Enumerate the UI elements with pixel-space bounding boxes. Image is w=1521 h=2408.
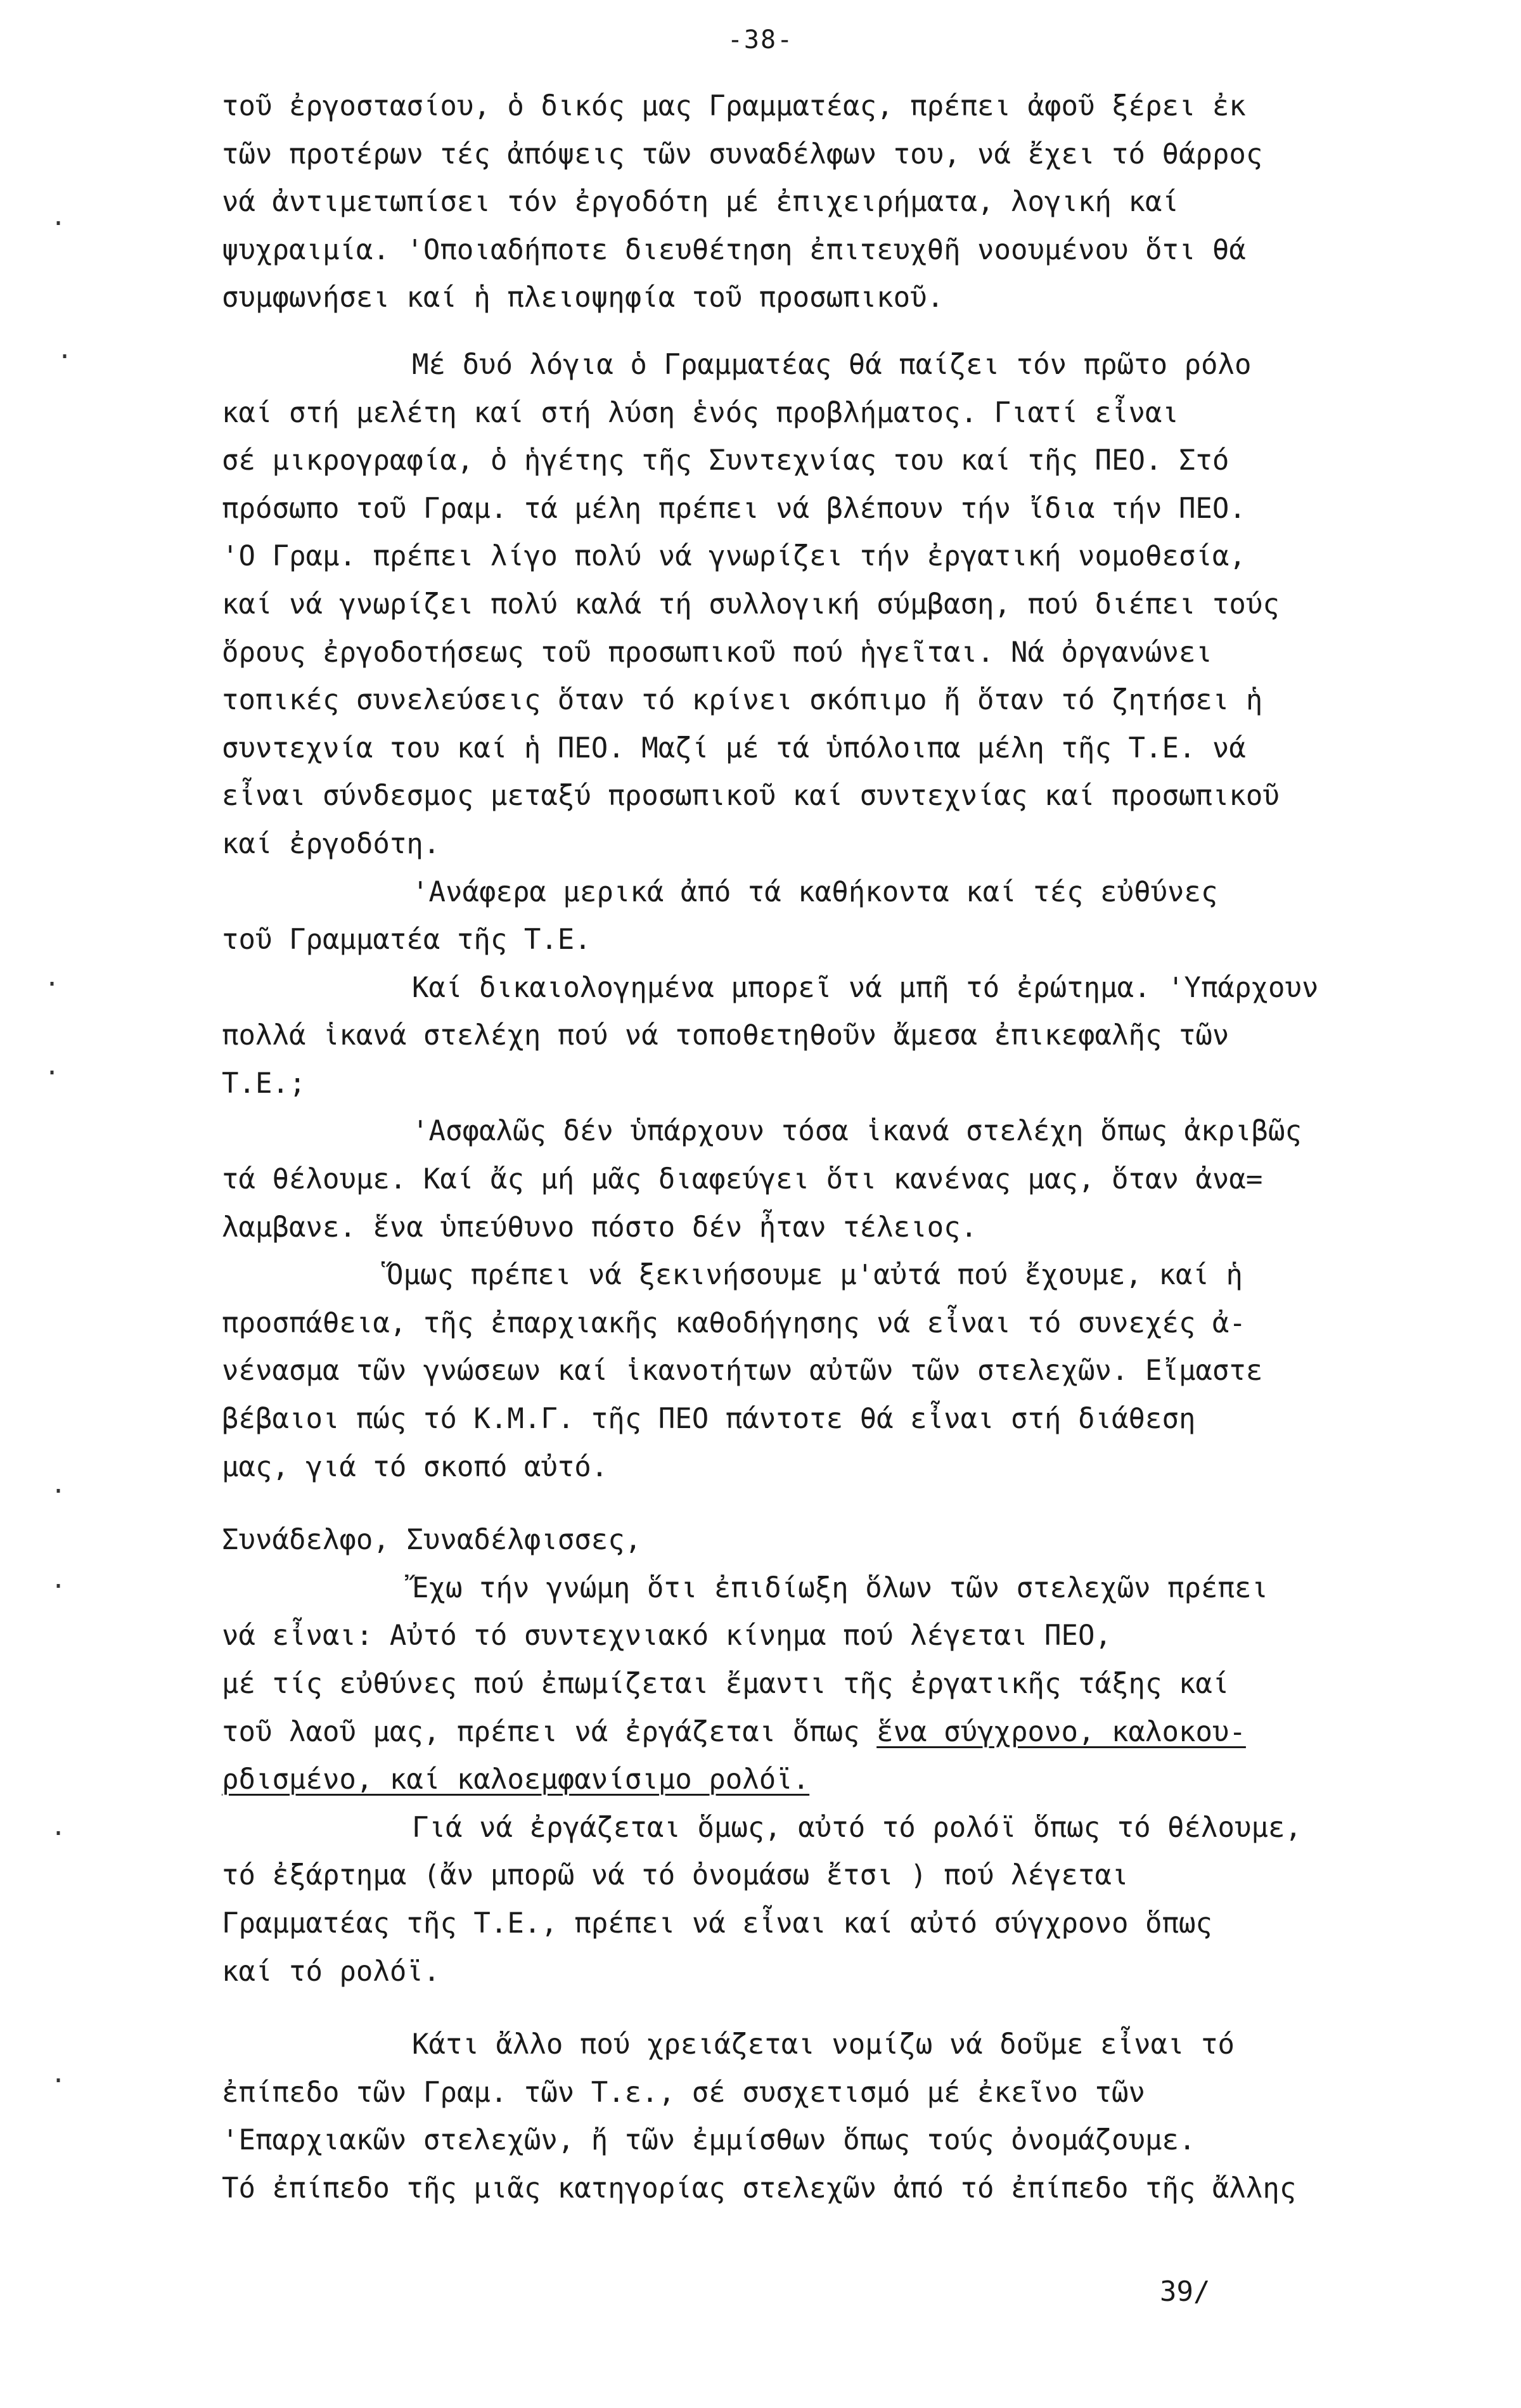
text-line: Τ.Ε.; [222, 1067, 306, 1100]
underlined-phrase: ἕνα σύγχρονο, καλοκου- [876, 1715, 1246, 1748]
text-line: νένασμα τῶν γνώσεων καί ἱκανοτήτων αὐτῶν τῶν στελεχῶν. Εἴμαστε [222, 1355, 1263, 1387]
paragraph-3 [222, 868, 1458, 964]
text-line: Γραμματέας τῆς Τ.Ε., πρέπει νά εἶναι καί αὐτό σύγχρονο ὅπως [222, 1907, 1212, 1940]
text-line: 'Επαρχιακῶν στελεχῶν, ἤ τῶν ἐμμίσθων ὅπως τούς ὀνομάζουμε. [222, 2124, 1196, 2157]
text-line: τό ἐξάρτημα (ἄν μπορῶ νά τό ὀνομάσω ἔτσι ) πού λέγεται [222, 1859, 1129, 1892]
text-line: συμφωνήσει καί ἡ πλειοψηφία τοῦ προσωπικοῦ. [222, 281, 944, 314]
text-line: ἐπίπεδο τῶν Γραμ. τῶν Τ.ε., σέ συσχετισμό μέ ἐκεῖνο τῶν [222, 2076, 1145, 2109]
text-line [222, 1756, 1458, 1804]
paragraph-4 [222, 964, 1458, 1108]
paragraph-1 [222, 82, 1458, 322]
text-line: σέ μικρογραφία, ὁ ἡγέτης τῆς Συντεχνίας του καί τῆς ΠΕΟ. Στό [222, 444, 1229, 477]
text-line: τά θέλουμε. Καί ἄς μή μᾶς διαφεύγει ὅτι κανένας μας, ὅταν ἀνα= [222, 1163, 1263, 1196]
text-line: Τό ἐπίπεδο τῆς μιᾶς κατηγορίας στελεχῶν ἀπό τό ἐπίπεδο τῆς ἄλλης [222, 2172, 1297, 2205]
text-line: εἶναι σύνδεσμος μεταξύ προσωπικοῦ καί συντεχνίας καί προσωπικοῦ [222, 780, 1280, 813]
margin-speck: · [44, 1059, 60, 1088]
text-line: μας, γιά τό σκοπό αὐτό. [222, 1450, 608, 1483]
text-line: 'Ο Γραμ. πρέπει λίγο πολύ νά γνωρίζει τήν ἐργατική νομοθεσία, [222, 540, 1246, 573]
text-line: τοῦ Γραμματέα τῆς Τ.Ε. [222, 924, 591, 956]
paragraph-7 [222, 1564, 1458, 1804]
text-line: τοπικές συνελεύσεις ὅταν τό κρίνει σκόπιμο ἤ ὅταν τό ζητήσει ἡ [222, 684, 1263, 717]
text-line: 'Ασφαλῶς δέν ὑπάρχουν τόσα ἱκανά στελέχη ὅπως ἀκριβῶς [412, 1115, 1302, 1148]
margin-speck: · [57, 342, 73, 371]
text-line: καί τό ρολόϊ. [222, 1955, 440, 1988]
paragraph-5 [222, 1107, 1458, 1251]
text-line: Κάτι ἄλλο πού χρειάζεται νομίζω νά δοῦμε εἶναι τό [412, 2028, 1235, 2061]
underlined-phrase: ρδισμένο, καί καλοεμφανίσιμο ρολόϊ. [222, 1763, 810, 1796]
margin-speck: · [51, 1819, 67, 1848]
text-line: συντεχνία του καί ἡ ΠΕΟ. Μαζί μέ τά ὑπόλοιπα μέλη τῆς Τ.Ε. νά [222, 731, 1246, 764]
text-line: Ἔχω τήν γνώμη ὅτι ἐπιδίωξη ὅλων τῶν στελεχῶν πρέπει [412, 1571, 1269, 1604]
text-line: πρόσωπο τοῦ Γραμ. τά μέλη πρέπει νά βλέπουν τήν ἴδια τήν ΠΕΟ. [222, 492, 1246, 525]
paragraph-9 [222, 2021, 1458, 2212]
text-line: τοῦ ἐργοστασίου, ὁ δικός μας Γραμματέας, πρέπει ἀφοῦ ξέρει ἐκ [222, 90, 1246, 122]
text-line: καί ἐργοδότη. [222, 827, 440, 860]
margin-speck: · [44, 970, 60, 999]
text-line [222, 1708, 1458, 1756]
paragraph-6 [222, 1251, 1458, 1491]
margin-speck: · [51, 1572, 67, 1601]
text-line: καί στή μελέτη καί στή λύση ἑνός προβλήματος. Γιατί εἶναι [222, 396, 1179, 429]
text-line: νά ἀντιμετωπίσει τόν ἐργοδότη μέ ἐπιχειρήματα, λογική καί [222, 186, 1179, 219]
continuation-marker: 39/ [1160, 2276, 1210, 2308]
text-line: ψυχραιμία. 'Οποιαδήποτε διευθέτηση ἐπιτευχθῆ νοουμένου ὅτι θά [222, 233, 1246, 266]
text-line: Μέ δυό λόγια ὁ Γραμματέας θά παίζει τόν πρῶτο ρόλο [412, 348, 1252, 381]
text-line: 'Ανάφερα μερικά ἀπό τά καθήκοντα καί τές εὐθύνες [412, 875, 1218, 908]
text-line: ὅρους ἐργοδοτήσεως τοῦ προσωπικοῦ πού ἡγεῖται. Νά ὀργανώνει [222, 636, 1212, 669]
document-body [222, 82, 1458, 2213]
text-line: λαμβανε. ἕνα ὑπεύθυνο πόστο δέν ἦταν τέλειος. [222, 1211, 978, 1244]
text-line: νά εἶναι: Αὐτό τό συντεχνιακό κίνημα πού λέγεται ΠΕΟ, [222, 1619, 1112, 1652]
text-line: τῶν προτέρων τές ἀπόψεις τῶν συναδέλφων του, νά ἔχει τό θάρρος [222, 138, 1263, 171]
text-line: μέ τίς εὐθύνες πού ἐπωμίζεται ἔμαντι τῆς ἐργατικῆς τάξης καί [222, 1668, 1229, 1700]
paragraph-2 [222, 341, 1458, 868]
text-line: βέβαιοι πώς τό Κ.Μ.Γ. τῆς ΠΕΟ πάντοτε θά εἶναι στή διάθεση [222, 1403, 1196, 1436]
page-number: -38- [727, 25, 794, 55]
text-line: πολλά ἱκανά στελέχη πού νά τοποθετηθοῦν ἄμεσα ἐπικεφαλῆς τῶν [222, 1019, 1229, 1052]
text-line: Γιά νά ἐργάζεται ὅμως, αὐτό τό ρολόϊ ὅπως τό θέλουμε, [412, 1811, 1302, 1844]
margin-speck: · [51, 209, 67, 238]
text-line: προσπάθεια, τῆς ἐπαρχιακῆς καθοδήγησης νά εἶναι τό συνεχές ἀ- [222, 1306, 1246, 1339]
salutation: Συνάδελφο, Συναδέλφισσες, [222, 1524, 642, 1557]
text-line: Καί δικαιολογημένα μπορεῖ νά μπῆ τό ἐρώτημα. 'Υπάρχουν [412, 971, 1319, 1004]
text-span: τοῦ λαοῦ μας, πρέπει νά ἐργάζεται ὅπως [222, 1715, 877, 1748]
margin-marks [25, 0, 152, 2408]
margin-speck: · [51, 2066, 67, 2096]
text-line: Ὅμως πρέπει νά ξεκινήσουμε μ'αὐτά πού ἔχουμε, καί ἡ [387, 1259, 1243, 1292]
paragraph-8 [222, 1804, 1458, 1995]
margin-speck: · [51, 1477, 67, 1506]
text-line: καί νά γνωρίζει πολύ καλά τή συλλογική σύμβαση, πού διέπει τούς [222, 588, 1280, 621]
